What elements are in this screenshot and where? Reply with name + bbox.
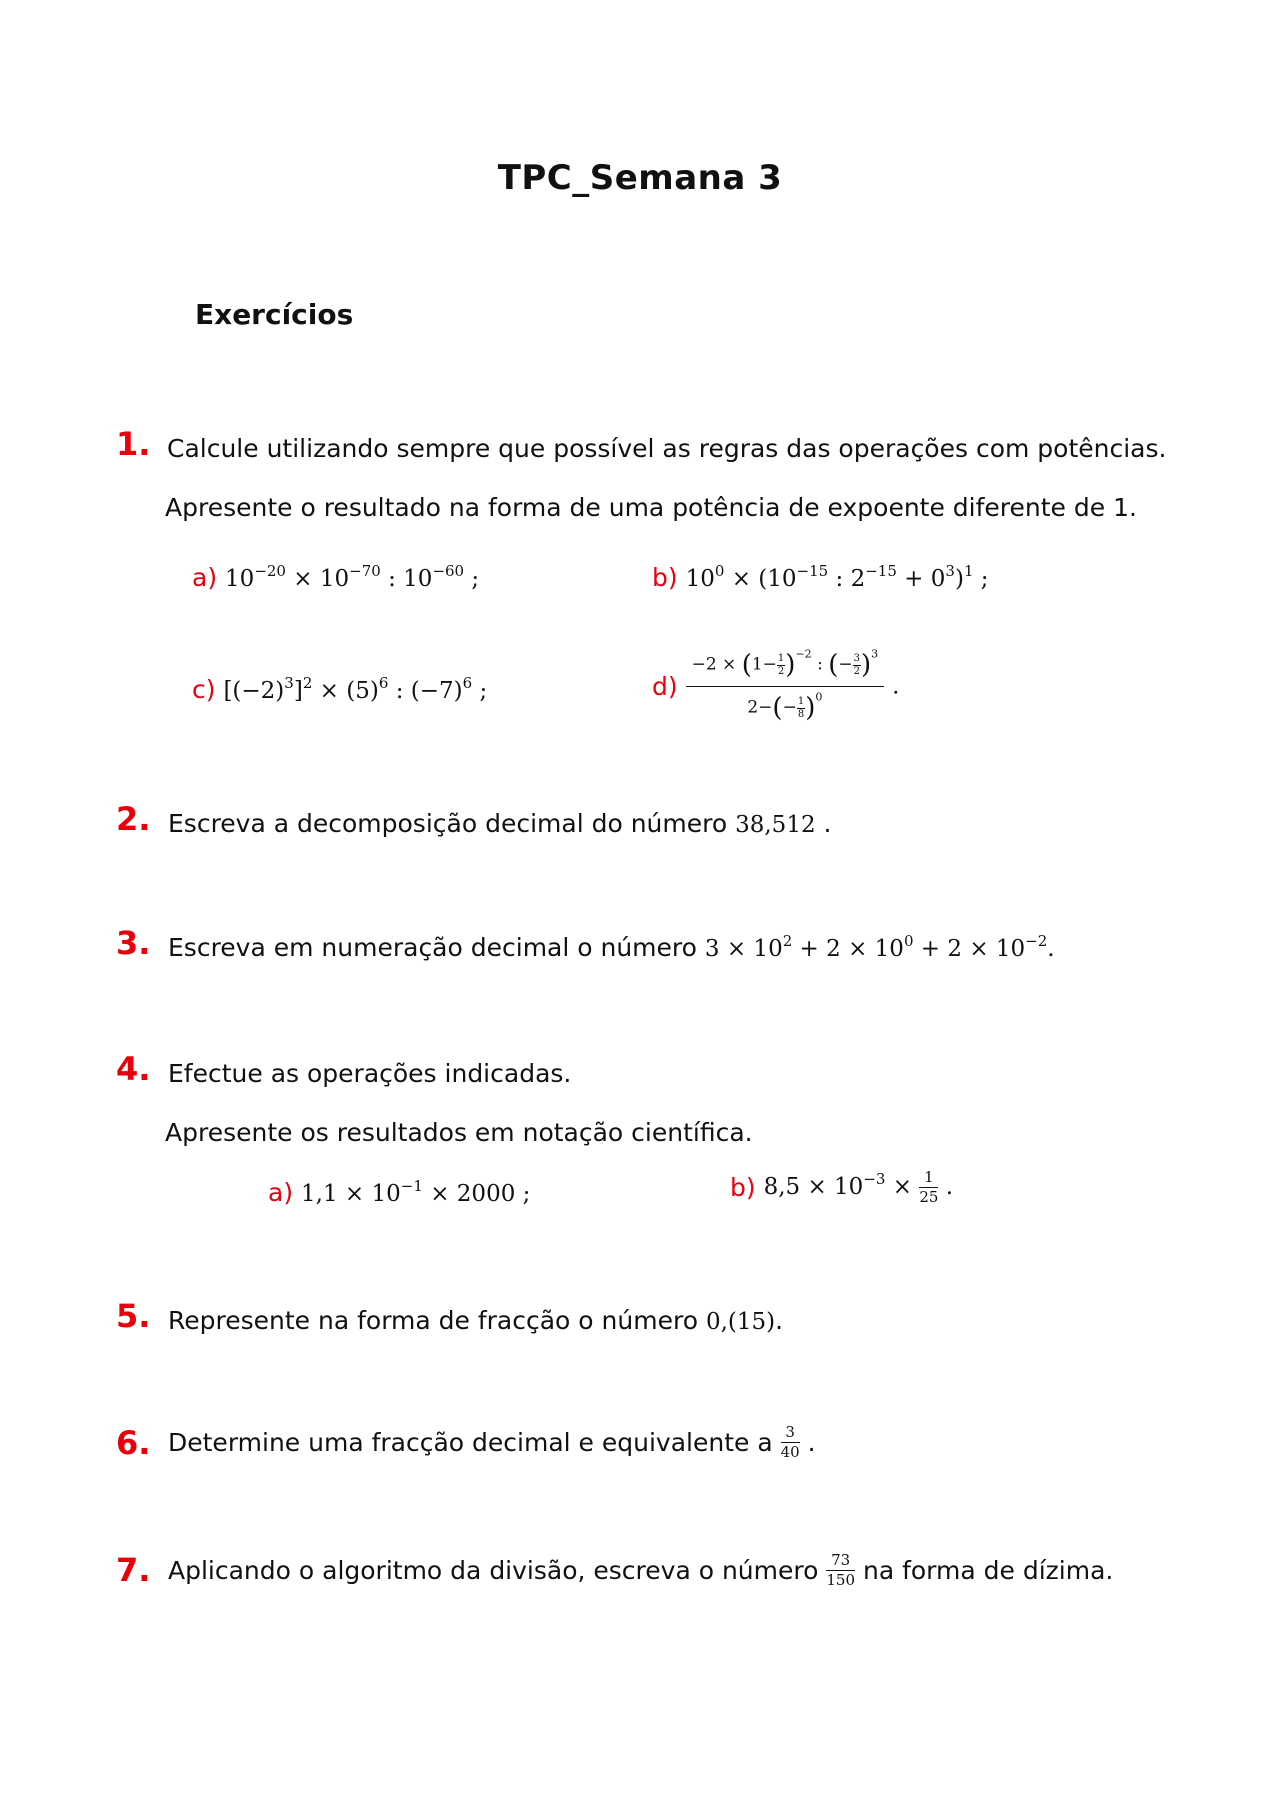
expression-3: $3 \times 10^2 + 2 \times 10^0 + 2 \times 10^{-2}$. [704,932,1055,962]
exercise-4-number: 4. [116,1050,151,1088]
exercise-3-number: 3. [116,924,151,962]
exercise-2-end: . [823,809,832,838]
exercise-6-end: . [807,1428,816,1457]
exercise-1-line1: Calcule utilizando sempre que possível as regras das operações com potências. [167,434,1167,463]
exercise-6-number: 6. [116,1424,151,1462]
fraction-numerator: 73 [826,1553,855,1571]
exercise-1a [192,563,479,592]
exercise-4b [730,1170,953,1205]
exercise-2-prompt: Escreva a decomposição decimal do número [168,809,728,838]
exercise-5-prompt: Represente na forma de fracção o número [168,1306,698,1335]
expression-1b: $10^0 \times (10^{-15}$ : $2^{-15} + 0^3)^1$ ; [685,562,989,592]
exercise-5-value: 0,(15) [705,1309,776,1335]
exercise-2-value: 38,512 [735,812,816,838]
exercise-1-line2: Apresente o resultado na forma de uma potência de expoente diferente de 1. [165,493,1137,522]
exercise-2-text [168,809,832,838]
exercise-7-number: 7. [116,1551,151,1589]
fraction-denominator: 150 [826,1571,856,1589]
item-label-b: b) [652,563,678,592]
exercise-7-fraction [826,1553,855,1588]
exercise-1-number: 1. [116,425,151,463]
exercise-1c [192,675,487,704]
expression-1c: $[(-2)^3]^2 \times (5)^6$ : $(-7)^6$ ; [223,674,488,704]
exercise-1d: d) −2 × (1− $\frac{1}{2}$ )$^{-2}$ : (− $\frac{3}{2}$ )$^3$ 2−(− $\frac{1}{8}$ )$^0$ . [652,647,900,723]
exercise-5-number: 5. [116,1297,151,1335]
item-label-a: a) [192,563,218,592]
exercise-4-line1: Efectue as operações indicadas. [168,1059,572,1088]
exercise-3-prompt: Escreva em numeração decimal o número [168,933,697,962]
fraction-numerator: 3 [781,1425,800,1443]
page-title: TPC_Semana 3 [497,158,783,198]
fraction-denominator: 40 [780,1443,800,1461]
exercise-4-line2: Apresente os resultados em notação científica. [165,1118,753,1147]
exercise-4a [268,1178,530,1207]
exercise-6-prompt: Determine uma fracção decimal e equivalente a [168,1428,773,1457]
section-heading: Exercícios [195,298,354,331]
item-label-4a: a) [268,1178,294,1207]
expression-1d: −2 × (1− $\frac{1}{2}$ )$^{-2}$ : (− $\frac{3}{2}$ )$^3$ 2−(− $\frac{1}{8}$ )$^0$ [686,650,885,723]
exercise-2-number: 2. [116,800,151,838]
item-label-c: c) [192,675,216,704]
exercise-5-end: . [775,1306,784,1335]
expression-4a: $1,1 \times 10^{-1} \times 2000$ ; [301,1177,531,1207]
exercise-6-fraction [781,1425,800,1460]
expression-1a: $10^{-20} \times 10^{-70}$ : $10^{-60}$ ; [225,562,480,592]
exercise-1b [652,563,989,592]
exercise-3-text [168,933,1055,962]
exercise-7-text [168,1553,1113,1588]
exercise-7-end: na forma de dízima. [862,1556,1114,1585]
item-label-4b: b) [730,1173,756,1202]
exercise-7-prompt: Aplicando o algoritmo da divisão, escreva o número [168,1556,819,1585]
item-label-d: d) [652,672,678,701]
expression-4b: $8,5 \times 10^{-3}$ × $\frac{1}{25}$ . [763,1168,954,1206]
exercise-5-text [168,1306,783,1335]
exercise-6-text [168,1425,816,1460]
